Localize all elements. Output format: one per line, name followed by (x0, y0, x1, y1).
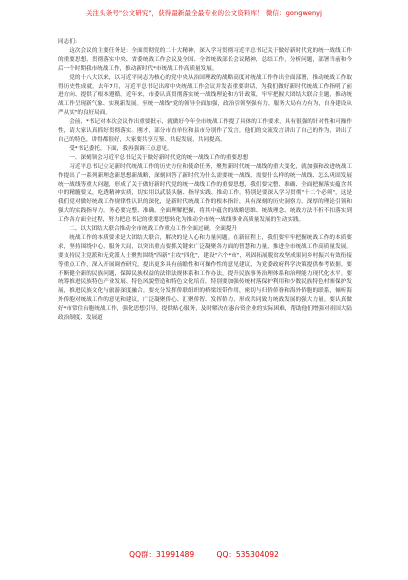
paragraph: 受*书记委托，下面，我再强调三点意见。 (69, 145, 173, 152)
qq-group-text: QQ群：31991489 (129, 550, 195, 559)
paragraph: 统战工作的本质要求是大团结大联合，解决的是人心和力量问题。在新征程上，我们要牢牢把握统战工作的本质要求，坚持围绕中心、服务大局，以突出重点要抓关键来广泛凝聚各方面的智慧和力量，推进全市统战工作高质量发展。要支持民主党派和无党派人士聚焦围绕"四新"主攻"四化"，建设"六个*市"，巩固拓展脱贫攻坚成果同乡村振兴有效衔接等重点工作，深入开展调查研究，提出更多具有前瞻性和可操作性的意见建议，为党委政府科学决策提供参考依据。要不断健全新的民族问题，保障民族权益的法律法规体系和工作办法，提升民族事务治理体系和治理能力现代化水平。要统筹推进民族特色产业发展、特色风貌塑造和特色文化培育，特别要加强传统村落保护利用和少数民族特色村寨保护发展，推进民族文化与旅游深度融合。要充分发挥侨联组织的桥梁纽带作用，密切与归侨侨眷和海外侨胞的联系，倾听海外侨胞对统战工作的意见和建议，广泛凝聚侨心、汇聚侨智、发挥侨力，形成共同致力统战发展的强大力量。要认真做好*市常住台胞统战工作，强化思想引导，提供贴心服务，及时解决在惠台资企业的实际困难，帮助他们增强对祖国大陆政治制度、发展道 (58, 234, 352, 322)
qq-contact-text: QQ：535304092 (216, 550, 279, 559)
paragraph: 二、以大团结大联合推动全市统战工作重点工作全面过硬，全面提升 (69, 226, 238, 233)
bottom-banner (0, 549, 408, 560)
salutation: 同志们： (58, 39, 81, 45)
paragraph: 这次会议的主要任务是：全面贯彻党的二十大精神，深入学习贯彻习近平总书记关于做好新时代党的统一战线工作的重要思想，贯彻落实中央、省委统战工作会议及全国、全省统战部长会议精神，总结工作，分析问题，部署当前和今后一个时期我市统战工作，推动新时代*市统战工作高质量发展。 (58, 47, 352, 72)
paragraph: 一、深刻领会习近平总书记关于做好新时代党的统一战线工作的重要思想 (69, 154, 249, 161)
paragraph: 党的十八大以来，以习近平同志为核心的党中央从治国理政的战略高度对统战工作作出全面部署，推动统战工作取得历史性成就。去年7月，习近平总书记出席中央统战工作会议并发表重要讲话，为我们做好新时代统战工作指明了前进方向、提供了根本遵循。近年来，市委认真贯彻落实统一战线理论和方针政策，牢牢把握大团结大联合主题，推动统战工作呈现新气象、实现新发展。至统一战线"党的领导全面加强，政治引领坚强有力，服务大局有力有为，自身建设从严从实"的良好局面。 (58, 74, 352, 117)
document-body (58, 38, 352, 323)
paragraph: 会前，*书记对本次会议作出重要批示，就做好今年全市统战工作提了具体的工作要求，具有很强的针对性和可操作性，请大家认真抓好贯彻落实。刚才，部分市直单位和县市分别作了发言，他们的交流发言讲出了自己的作为，讲出了自己的特色，讲得都很好，大家要共享互鉴、共促发展，共同提高。 (58, 119, 352, 143)
paragraph: 习近平总书记立足新时代统战工作的历史方位和使命任务，聚焦新时代统一战线的重大变化，就加强和改进统战工作提出了一系列新理念新思想新战略，深刻回答了新时代为什么需要统一战线、需要什么样的统一战线、怎么巩固发展统一战线等重大问题，形成了关于做好新时代党的统一战线工作的重要思想，我们要完整、准确、全面把握落实蕴含其中的精髓要义，吃透精神实质，切实用以武装头脑、指导实践、推动工作。特别是要深入学习贯彻"十二个必须"，这是我们党对做好统战工作规律性认识的深化，是新时代统战工作的根本指针，具有深刻的历史洞察力、深厚的理论引领和强大的实践指导力。务必要完整、准确、全面理解把握，将其中蕴含的战略思维、统战理念、统战方法不折不扣落实到工作各方面全过程，努力把总书记的重要思想转化为推动全市统一战线事业高质量发展的生动实践。 (58, 163, 352, 224)
top-banner: 关注头条号"公文研究"，获得最新最全最专业的公文资料库！ 微信：gongwenyj (85, 9, 323, 17)
